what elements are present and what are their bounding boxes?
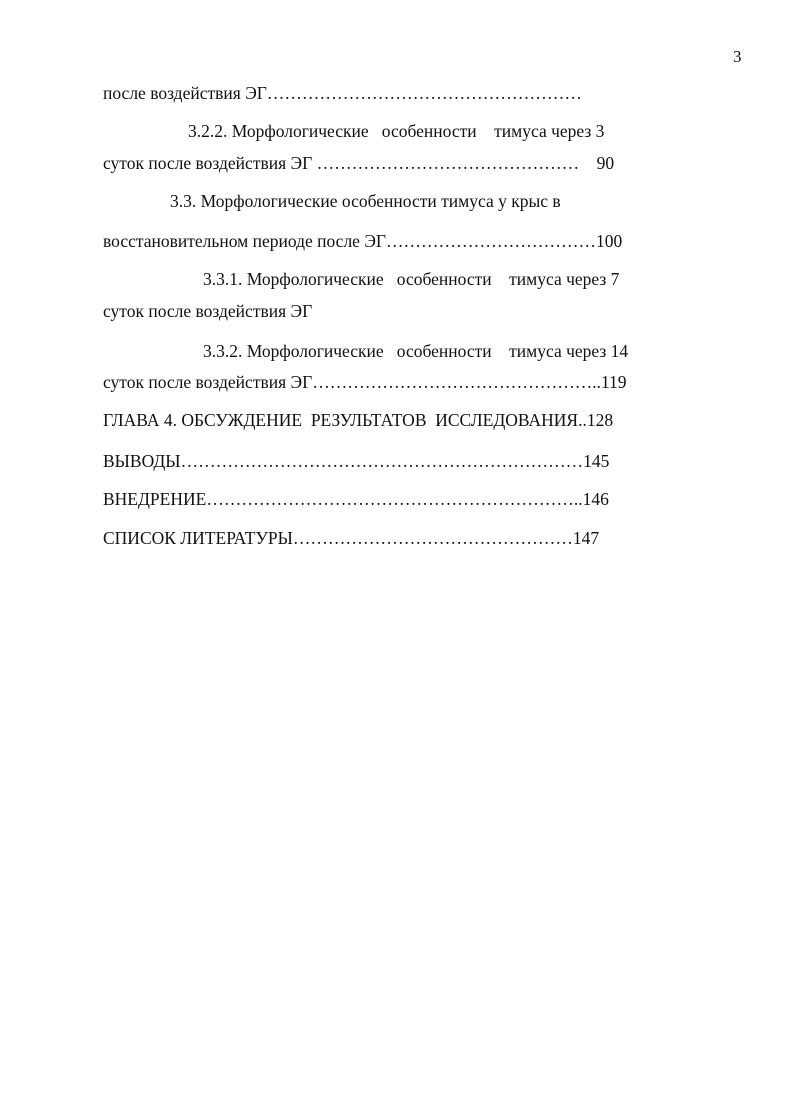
page-number: 3 xyxy=(733,47,742,66)
toc-entry-3-2-2: 3.2.2. Морфологические особенности тимуса через 3 xyxy=(188,121,605,141)
toc-entry-3-3-continued: восстановительном периоде после ЭГ………………………………100 xyxy=(103,231,623,251)
toc-entry-3-3-1: 3.3.1. Морфологические особенности тимуса через 7 xyxy=(203,269,620,289)
toc-entry-3-3-1-continued: суток после воздействия ЭГ xyxy=(103,301,313,321)
toc-entry-3-2-2-continued: суток после воздействия ЭГ ……………………………………… 90 xyxy=(103,153,615,173)
toc-entry-conclusions: ВЫВОДЫ……………………………………………………………145 xyxy=(103,451,610,471)
toc-entry-implementation: ВНЕДРЕНИЕ………………………………………………………..146 xyxy=(103,489,609,509)
toc-entry-3-3-2-continued: суток после воздействия ЭГ…………………………………………..119 xyxy=(103,372,627,392)
toc-entry-3-3: 3.3. Морфологические особенности тимуса у крыс в xyxy=(170,191,561,211)
toc-entry-3-3-2: 3.3.2. Морфологические особенности тимуса через 14 xyxy=(203,341,629,361)
toc-entry-chapter-4: ГЛАВА 4. ОБСУЖДЕНИЕ РЕЗУЛЬТАТОВ ИССЛЕДОВАНИЯ..128 xyxy=(103,410,614,430)
toc-entry-references: СПИСОК ЛИТЕРАТУРЫ…………………………………………147 xyxy=(103,528,600,548)
toc-line-continuation-3-2-1: после воздействия ЭГ……………………………………………… xyxy=(103,83,582,103)
